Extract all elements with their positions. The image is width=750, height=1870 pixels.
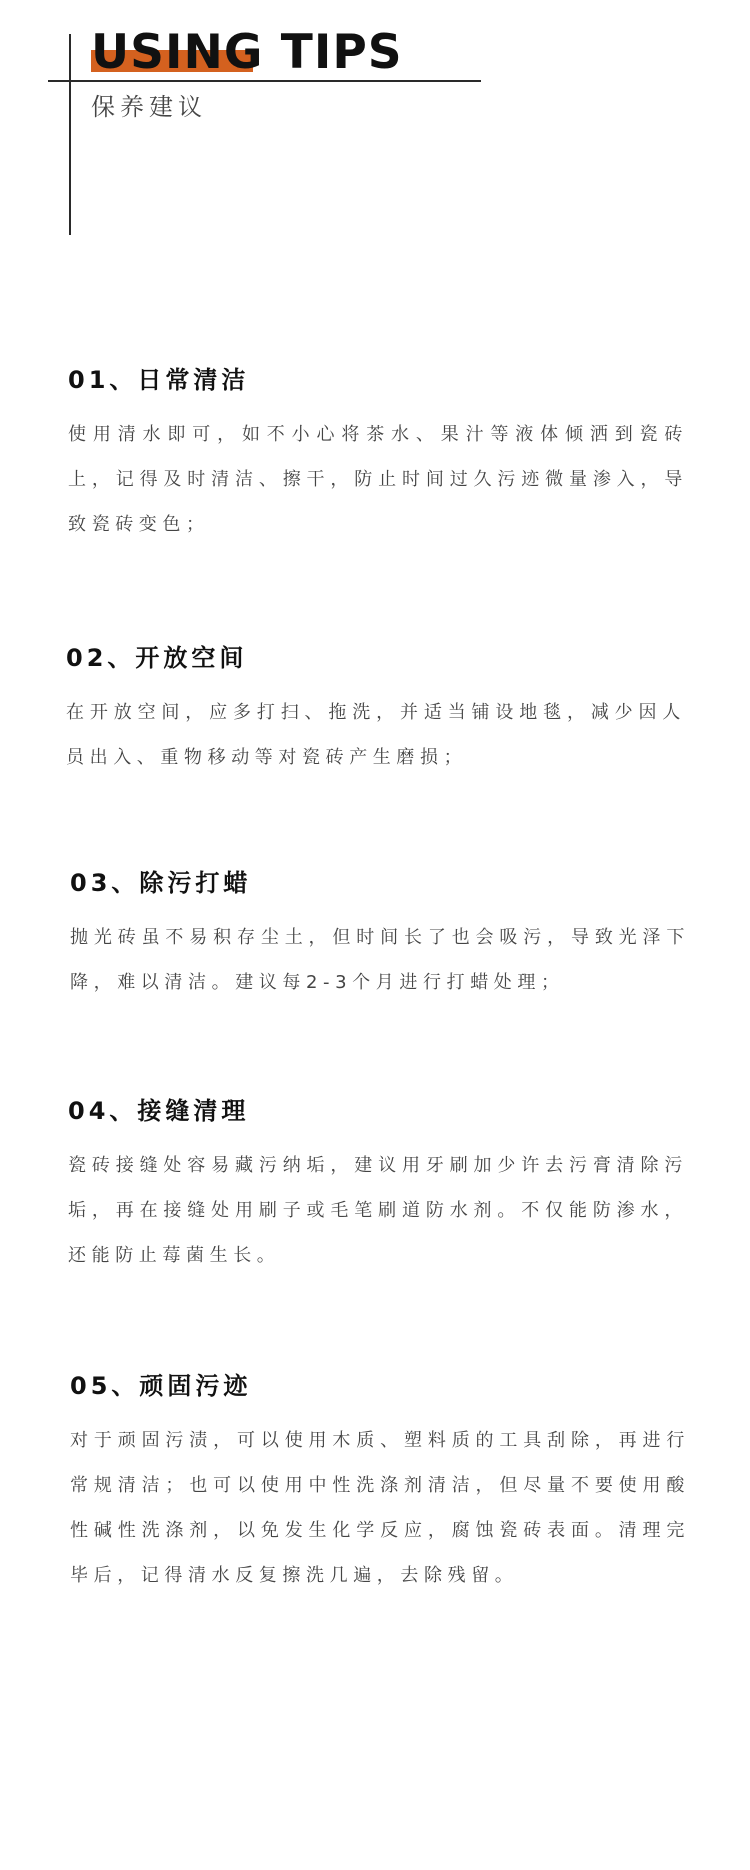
page-title: USING TIPS bbox=[91, 25, 403, 80]
section-title: 01、日常清洁 bbox=[68, 366, 250, 394]
section-body: 使用清水即可，如不小心将茶水、果汁等液体倾洒到瓷砖上，记得及时清洁、擦干，防止时间过久污迹微量渗入，导致瓷砖变色； bbox=[68, 424, 688, 535]
tip-section-waxing bbox=[70, 865, 690, 1005]
title-block bbox=[91, 25, 403, 80]
section-title: 02、开放空间 bbox=[66, 644, 248, 672]
vertical-divider bbox=[69, 34, 71, 235]
tip-section-open-space bbox=[66, 640, 686, 780]
section-title: 05、顽固污迹 bbox=[70, 1372, 252, 1400]
section-body: 瓷砖接缝处容易藏污纳垢，建议用牙刷加少许去污膏清除污垢，再在接缝处用刷子或毛笔刷道防水剂。不仅能防渗水，还能防止莓菌生长。 bbox=[68, 1155, 688, 1266]
tip-section-daily-cleaning bbox=[68, 362, 688, 547]
section-title: 04、接缝清理 bbox=[68, 1097, 250, 1125]
horizontal-divider bbox=[48, 80, 481, 82]
tip-section-joint-cleaning bbox=[68, 1093, 688, 1278]
section-body: 在开放空间，应多打扫、拖洗，并适当铺设地毯，减少因人员出入、重物移动等对瓷砖产生磨损； bbox=[66, 702, 686, 768]
section-title: 03、除污打蜡 bbox=[70, 869, 252, 897]
page-header bbox=[0, 0, 750, 240]
section-body: 对于顽固污渍，可以使用木质、塑料质的工具刮除，再进行常规清洁；也可以使用中性洗涤剂清洁，但尽量不要使用酸性碱性洗涤剂，以免发生化学反应，腐蚀瓷砖表面。清理完毕后，记得清水反复擦洗几遍，去除残留。 bbox=[70, 1430, 690, 1586]
section-body: 抛光砖虽不易积存尘土，但时间长了也会吸污，导致光泽下降，难以清洁。建议每2-3个月进行打蜡处理； bbox=[70, 927, 690, 993]
page-subtitle: 保养建议 bbox=[91, 93, 207, 121]
tip-section-stubborn-stains bbox=[70, 1368, 690, 1598]
